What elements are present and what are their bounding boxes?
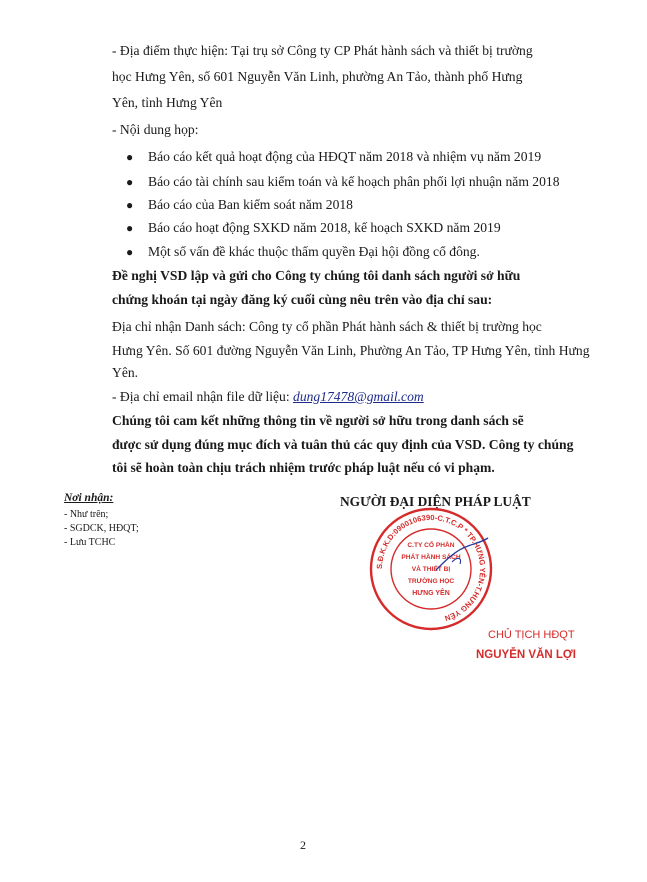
email-link[interactable]: dung17478@gmail.com [293,389,424,404]
seal-center-line: VÀ THIẾT BỊ [411,566,451,573]
handwritten-signature [432,536,492,576]
agenda-item: Báo cáo hoạt động SXKD năm 2018, kế hoạch SXKD năm 2019 [148,220,501,235]
request-line-2: chứng khoán tại ngày đăng ký cuối cùng nêu trên vào địa chỉ sau: [112,292,493,307]
bullet-icon: ● [126,198,134,212]
recipients-title: Nơi nhận: [64,492,114,504]
agenda-item: Báo cáo của Ban kiểm soát năm 2018 [148,197,353,212]
bullet-icon: ● [126,245,134,259]
recipient-item: - SGDCK, HĐQT; [64,523,139,534]
venue-line-1 [112,42,533,60]
agenda-item: Một số vấn đề khác thuộc thẩm quyền Đại hội đồng cổ đông. [148,244,480,259]
seal-center-line: HƯNG YÊN [412,590,450,597]
bullet-icon: ● [126,175,134,189]
email-line [112,388,424,406]
legal-representative-heading: NGƯỜI ĐẠI DIỆN PHÁP LUẬT [340,494,531,509]
address-line-2: Hưng Yên. Số 601 đường Nguyễn Văn Linh, Phường An Tảo, TP Hưng Yên, tỉnh Hưng [112,343,590,358]
seal-center-line: PHÁT HÀNH SÁCH [401,554,461,561]
commitment-line-3: tôi sẽ hoàn toàn chịu trách nhiệm trước pháp luật nếu có vi phạm. [112,460,495,475]
seal-ring-text: S.Đ.K.K.D:0900106390-C.T.C.P * TP.HƯNG YÊN-T.HƯNG YÊN [374,512,488,623]
agenda-item: Báo cáo tài chính sau kiểm toán và kế hoạch phân phối lợi nhuận năm 2018 [148,174,560,189]
agenda-item: Báo cáo kết quả hoạt động của HĐQT năm 2018 và nhiệm vụ năm 2019 [148,149,542,164]
venue-label: - Địa điểm thực hiện: [112,43,232,58]
venue-line-2: học Hưng Yên, số 601 Nguyễn Văn Linh, phường An Tảo, thành phố Hưng [112,69,523,84]
recipient-item: - Như trên; [64,509,109,520]
request-line-1: Đề nghị VSD lập và gửi cho Công ty chúng tôi danh sách người sở hữu [112,268,521,283]
agenda-label: - Nội dung họp: [112,122,199,137]
commitment-line-2: được sử dụng đúng mục đích và tuân thủ các quy định của VSD. Công ty chúng [112,437,574,452]
bullet-icon: ● [126,221,134,235]
recipient-item: - Lưu TCHC [64,537,116,548]
seal-center-line: TRƯỜNG HỌC [407,578,455,585]
seal-center-line: C.TY CỔ PHẦN [407,542,455,549]
commitment-line-1: Chúng tôi cam kết những thông tin về người sở hữu trong danh sách sẽ [112,413,524,428]
bullet-icon: ● [126,150,134,164]
venue-line-3: Yên, tỉnh Hưng Yên [112,95,223,110]
email-label: - Địa chỉ email nhận file dữ liệu: [112,389,294,404]
address-line-1: Địa chỉ nhận Danh sách: Công ty cổ phần Phát hành sách & thiết bị trường học [112,319,542,334]
address-line-3: Yên. [112,365,139,380]
venue-text-1: Tại trụ sở Công ty CP Phát hành sách và thiết bị trường [231,43,533,58]
signer-position: CHỦ TỊCH HĐQT [488,629,575,641]
signer-name: NGUYỄN VĂN LỢI [476,649,576,661]
page-number: 2 [300,838,306,852]
